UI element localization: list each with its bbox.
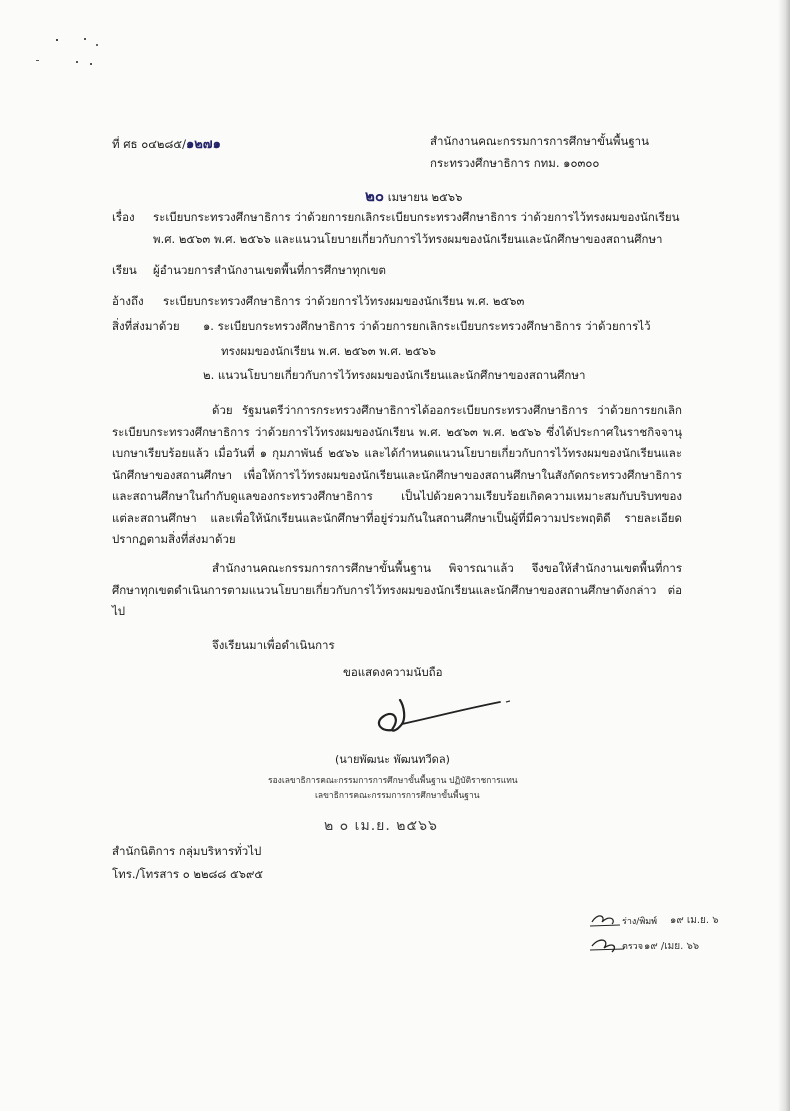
ref-number: ที่ ศธ ๐๔๒๘๕/๑๒๗๑ [112,137,221,152]
body-paragraph1: ด้วย รัฐมนตรีว่าการกระทรวงศึกษาธิการได้ออกระเบียบกระทรวงศึกษาธิการ ว่าด้วยการยกเลิกระเบียบกระทรวงศึกษาธิการ ว่าด้วยการไว้ทรงผมของนักเรียน พ.ศ. ๒๕๖๓ พ.ศ. ๒๕๖๖ ซึ่งได้ประกาศในราชกิจจานุเบกษาเรียบร้อยแล้ว เมื่อวันที่ ๑ กุมภาพันธ์ ๒๕๖๖ และได้กำหนดแนวนโยบายเกี่ยวกับการไว้ทรงผมของนักเรียนและนักศึกษาของสถานศึกษา เพื่อให้การไว้ทรงผมของนักเรียนและนักศึกษาของสถานศึกษาในสังกัดกระทรวงศึกษาธิการและสถานศึกษาในกำกับดูแลของกระทรวงศึกษาธิการ เป็นไปด้วยความเรียบร้อยเกิดความเหมาะสมกับบริบทของแต่ละสถานศึกษา และเพื่อให้นักเรียนและนักศึกษาที่อยู่ร่วมกันในสถานศึกษาเป็นผู้ที่มีความประพฤติดี รายละเอียดปรากฏตามสิ่งที่ส่งมาด้วย [112,403,682,546]
signer-name: (นายพัฒนะ พัฒนทวีดล) [335,753,450,766]
recipient-label: เรียน [112,263,137,277]
footer-department: สำนักนิติการ กลุ่มบริหารทั่วไป [112,844,262,858]
date-day-handwritten: ๒๐ [365,187,385,205]
scan-specks [30,36,100,66]
attachments-label: สิ่งที่ส่งมาด้วย [112,319,180,333]
draft-annotation [588,910,758,970]
scan-page-edge [778,0,790,1111]
attachment-item1-line1: ๑. ระเบียบกระทรวงศึกษาธิการ ว่าด้วยการยกเลิกระเบียบกระทรวงศึกษาธิการ ว่าด้วยการไว้ [203,319,651,333]
reference-label: อ้างถึง [112,294,144,308]
recipient-text: ผู้อำนวยการสำนักงานเขตพื้นที่การศึกษาทุกเขต [153,263,386,277]
subject-line2: พ.ศ. ๒๕๖๓ พ.ศ. ๒๕๖๖ และแนวนโยบายเกี่ยวกับการไว้ทรงผมของนักเรียนและนักศึกษาของสถานศึกษา [153,232,663,246]
closing-salutation: ขอแสดงความนับถือ [343,665,443,679]
closing-request: จึงเรียนมาเพื่อดำเนินการ [212,638,335,652]
attachment-item1-line2: ทรงผมของนักเรียน พ.ศ. ๒๕๖๓ พ.ศ. ๒๕๖๖ [221,344,436,358]
office-address-line2: กระทรวงศึกษาธิการ กทม. ๑๐๓๐๐ [430,156,600,170]
footer-phone: โทร./โทรสาร ๐ ๒๒๘๘ ๕๖๙๕ [112,867,264,881]
draft-date: ๑๙ เม.ย. ๖ [670,915,719,926]
subject-line1: ระเบียบกระทรวงศึกษาธิการ ว่าด้วยการยกเลิกระเบียบกระทรวงศึกษาธิการ ว่าด้วยการไว้ทรงผมของนักเรียน [153,210,680,224]
subject-label: เรื่อง [112,210,135,224]
ref-number-handwritten: ๑๒๗๑ [185,137,221,152]
letter-date: ๒๐ เมษายน ๒๕๖๖ [365,187,463,205]
signer-position2: เลขาธิการคณะกรรมการการศึกษาขั้นพื้นฐาน [315,791,480,801]
body-paragraph2: สำนักงานคณะกรรมการการศึกษาขั้นพื้นฐาน พิจารณาแล้ว จึงขอให้สำนักงานเขตพื้นที่การศึกษาทุกเขตดำเนินการตามแนวนโยบายเกี่ยวกับการไว้ทรงผมของนักเรียนและนักศึกษาของสถานศึกษาดังกล่าว ต่อไป [112,561,682,618]
attachment-item2: ๒. แนวนโยบายเกี่ยวกับการไว้ทรงผมของนักเรียนและนักศึกษาของสถานศึกษา [203,368,586,382]
check-label: ตรวจ [622,942,644,952]
draft-label: ร่าง/พิมพ์ [622,917,658,927]
check-date: ๑๙ /เมย. ๖๖ [644,941,700,952]
received-date-stamp: ๒ ๐ เม.ย. ๒๕๖๖ [324,818,438,834]
office-address-line1: สำนักงานคณะกรรมการการศึกษาขั้นพื้นฐาน [430,134,649,148]
reference-text: ระเบียบกระทรวงศึกษาธิการ ว่าด้วยการไว้ทรงผมของนักเรียน พ.ศ. ๒๕๖๓ [163,294,525,308]
signer-position1: รองเลขาธิการคณะกรรมการการศึกษาขั้นพื้นฐาน ปฏิบัติราชการแทน [268,776,518,786]
handwritten-signature [360,692,530,744]
